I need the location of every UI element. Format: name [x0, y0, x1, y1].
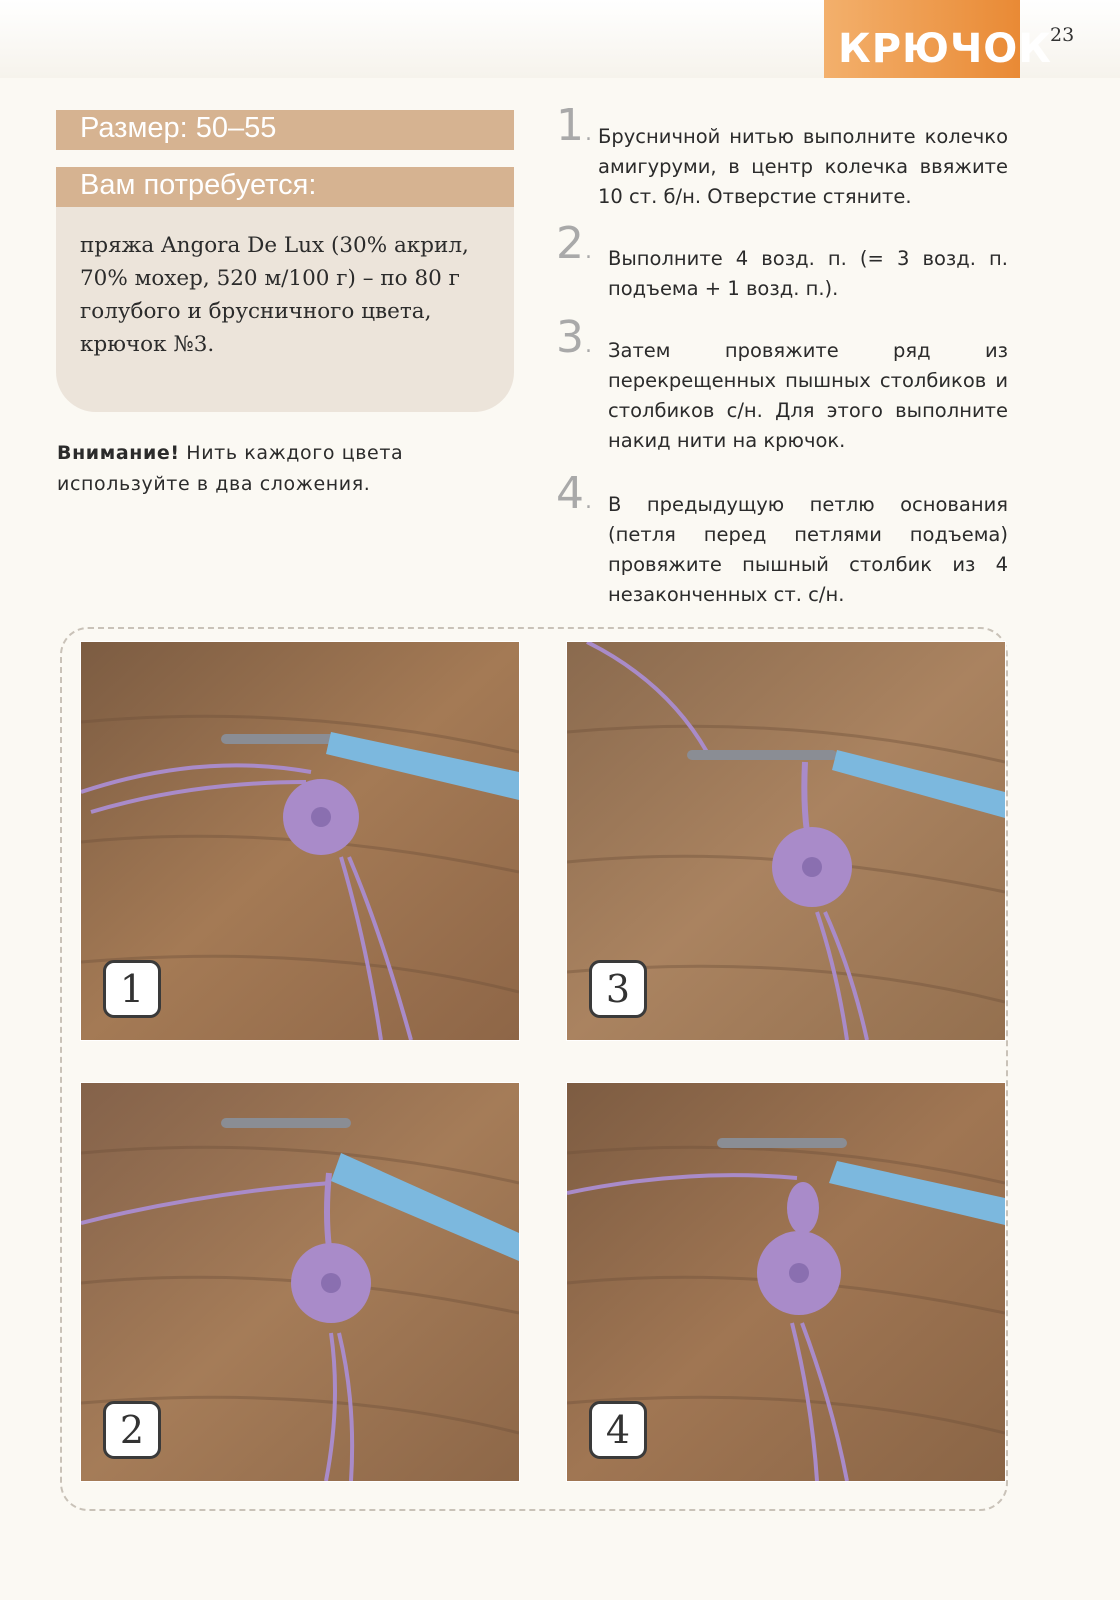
step-photo [80, 1082, 520, 1482]
section-tab [824, 0, 1052, 78]
step-text: В предыдущую петлю основания (петля перед петлями подъема) провяжите пышный столбик из 4 незаконченных ст. с/н. [608, 493, 1008, 606]
size-label: Размер: 50–55 [80, 112, 277, 144]
photo-badge: 3 [589, 960, 647, 1018]
step-number: 3 . [556, 316, 592, 368]
step-number: 1 . [556, 104, 592, 156]
attention-text: Нить каждого цвета используйте в два сложения. [57, 442, 404, 495]
step-text: Выполните 4 возд. п. (= 3 возд. п. подъема + 1 возд. п.). [608, 247, 1008, 300]
attention-note [57, 438, 520, 500]
materials-box [56, 207, 514, 412]
photo-badge: 4 [589, 1401, 647, 1459]
materials-text: пряжа Angora De Lux (30% акрил, 70% мохер, 520 м/100 г) – по 80 г голубого и брусничного цвета, крючок №3. [80, 233, 469, 357]
page-number: 23 [1050, 24, 1075, 46]
step-text: Брусничной нитью выполните колечко амигуруми, в центр колечка ввяжите 10 ст. б/н. Отверстие стяните. [598, 125, 1008, 208]
step-photo [566, 1082, 1006, 1482]
materials-heading: Вам потребуется: [80, 169, 317, 201]
step-photo [80, 641, 520, 1041]
step-text: Затем провяжите ряд из перекрещенных пышных столбиков и столбиков с/н. Для этого выполните накид нити на крючок. [608, 339, 1008, 452]
step-photo [566, 641, 1006, 1041]
photo-badge: 1 [103, 960, 161, 1018]
attention-label: Внимание! [57, 442, 180, 464]
step-number: 2 . [556, 222, 592, 274]
size-header [56, 110, 514, 150]
materials-header [56, 167, 514, 207]
section-title: КРЮЧОК [838, 26, 1052, 72]
step-number: 4 . [556, 472, 592, 524]
photo-badge: 2 [103, 1401, 161, 1459]
